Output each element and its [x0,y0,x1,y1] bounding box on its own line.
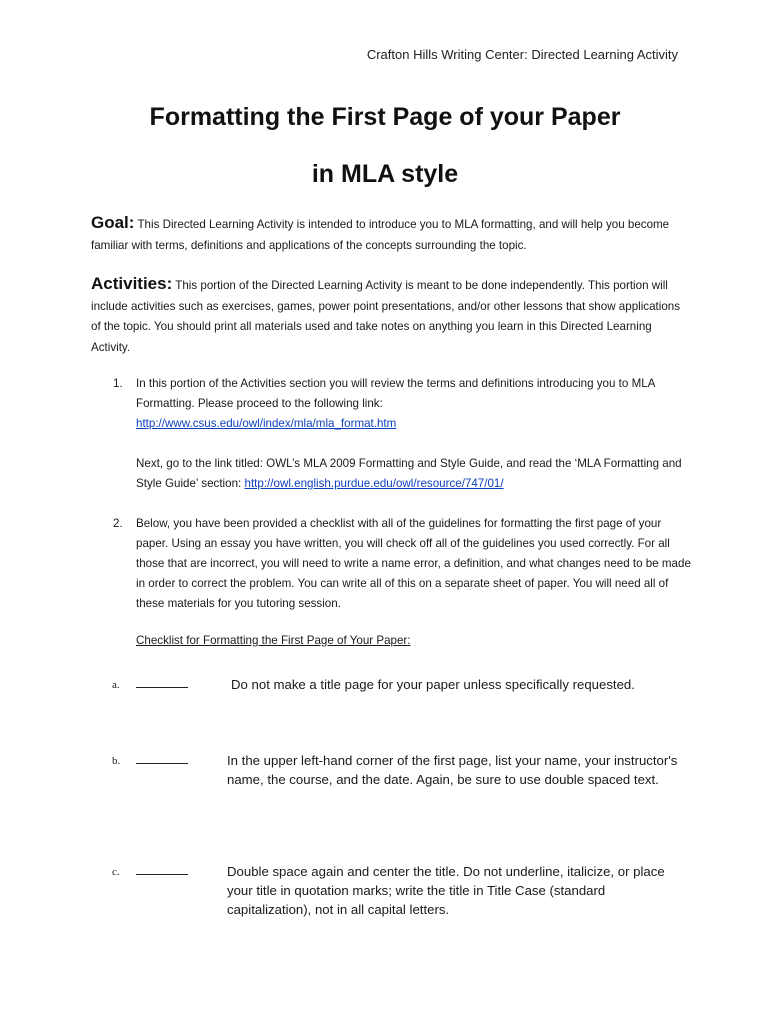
activities-label: Activities: [91,274,173,293]
checkoff-blank[interactable] [136,763,188,764]
list-item-2 [91,514,691,614]
list-item-text: In this portion of the Activities section you will review the terms and definitions introducing you to MLA Formatting. Please proceed to the following link: [136,377,655,410]
goal-text: This Directed Learning Activity is intended to introduce you to MLA formatting, and will help you become familiar with terms, definitions and applications of the concepts surrounding the topic. [91,218,670,252]
checklist-text: Double space again and center the title. Do not underline, italicize, or place your title in quotation marks; write the title in Title Case (standard capitalization), not in all capital letters. [227,864,665,917]
goal-paragraph [91,213,691,256]
list-item-number: 1. [113,377,123,390]
checklist-letter: a. [112,679,120,691]
list-item-number: 2. [113,517,123,530]
checklist-text: Do not make a title page for your paper unless specifically requested. [231,677,635,692]
list-item-text: Below, you have been provided a checklist with all of the guidelines for formatting the first page of your paper. Using an essay you have written, you will check off all of the guidelines you used correctly. For all those that are incorrect, you will need to write a name error, a definition, and what changes need to be made in order to correct the problem. You can write all of this on a separate sheet of paper. You will need all of these materials for you tutoring session. [136,517,691,610]
checkoff-blank[interactable] [136,687,188,688]
activities-text: This portion of the Directed Learning Activity is meant to be done independently. This portion will include activities such as exercises, games, power point presentations, and/or other lessons that show applications of the topic. You should print all materials used and take notes on anything you learn in this Directed Learning Activity. [91,279,681,354]
running-head: Crafton Hills Writing Center: Directed Learning Activity [366,47,678,62]
page-title-line-1: Formatting the First Page of your Paper [149,103,621,131]
checklist-text: In the upper left-hand corner of the first page, list your name, your instructor's name, the course, and the date. Again, be sure to use double spaced text. [227,753,678,787]
list-item-1-next [91,454,691,494]
checklist-letter: b. [112,755,121,767]
next-step-text: Next, go to the link titled: OWL’s MLA 2009 Formatting and Style Guide, and read the ‘MLA Formatting and Style Guide’ section: [136,457,682,490]
purdue-owl-link[interactable]: http://owl.english.purdue.edu/owl/resource/747/01/ [244,477,504,490]
checklist-letter: c. [112,866,120,878]
page-title-line-2: in MLA style [311,160,459,188]
csus-owl-link[interactable]: http://www.csus.edu/owl/index/mla/mla_format.htm [136,417,397,430]
checklist-heading: Checklist for Formatting the First Page of Your Paper: [136,634,411,647]
activities-paragraph [91,274,691,358]
goal-label: Goal: [91,213,135,232]
checkoff-blank[interactable] [136,874,188,875]
list-item-1 [91,374,691,434]
